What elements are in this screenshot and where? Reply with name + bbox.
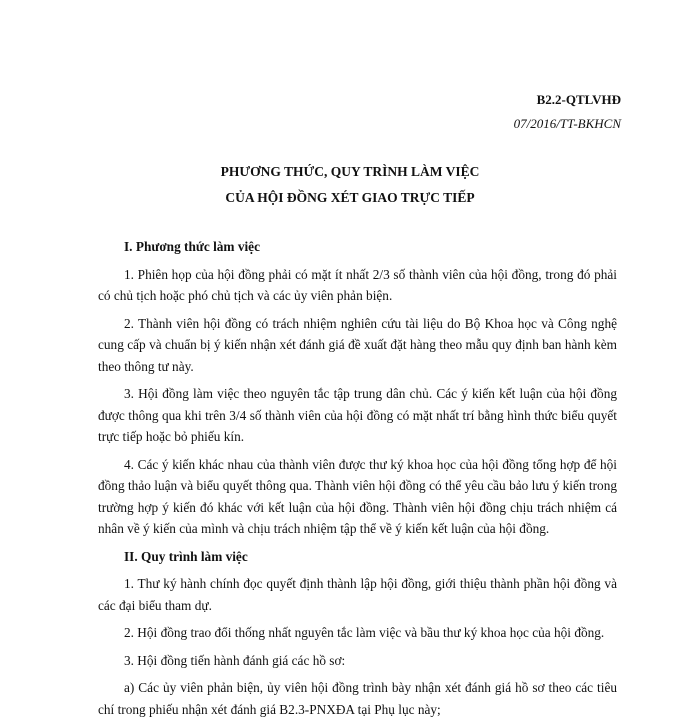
- circular-reference: 07/2016/TT-BKHCN: [513, 116, 621, 131]
- paragraph: 1. Phiên họp của hội đồng phải có mặt ít nhất 2/3 số thành viên của hội đồng, trong đó phải có chủ tịch hoặc phó chủ tịch và các ủy viên phản biện.: [98, 266, 617, 303]
- paragraph: 2. Hội đồng trao đổi thống nhất nguyên tắc làm việc và bầu thư ký khoa học của hội đồng.: [124, 625, 605, 640]
- paragraph: 4. Các ý kiến khác nhau của thành viên được thư ký khoa học của hội đồng tổng hợp để hội đồng thảo luận và biểu quyết thông qua. Thành viên hội đồng có thể yêu cầu bảo lưu ý kiến trong trường hợp ý kiến đó khác với kết luận của hội đồng. Thành viên hội đồng chịu trách nhiệm cá nhân về ý kiến của mình và chịu trách nhiệm tập thể về ý kiến kết luận của hội đồng.: [98, 456, 617, 536]
- paragraph: 3. Hội đồng tiến hành đánh giá các hồ sơ:: [124, 652, 346, 668]
- document-title-line-1: PHƯƠNG THỨC, QUY TRÌNH LÀM VIỆC: [220, 164, 480, 179]
- section-heading-1: I. Phương thức làm việc: [124, 239, 260, 254]
- section-heading-2: II. Quy trình làm việc: [124, 548, 248, 564]
- document-body: [98, 236, 617, 726]
- paragraph: 1. Thư ký hành chính đọc quyết định thành lập hội đồng, giới thiệu thành phần hội đồng và các đại biểu tham dự.: [98, 576, 617, 613]
- form-code: B2.2-QTLVHĐ: [536, 92, 621, 107]
- paragraph: 3. Hội đồng làm việc theo nguyên tắc tập trung dân chủ. Các ý kiến kết luận của hội đồng được thông qua khi trên 3/4 số thành viên của hội đồng có mặt nhất trí bằng hình thức biểu quyết trực tiếp hoặc bỏ phiếu kín.: [98, 386, 617, 444]
- paragraph: a) Các ủy viên phản biện, ủy viên hội đồng trình bày nhận xét đánh giá hồ sơ theo các tiêu chí trong phiếu nhận xét đánh giá B2.3-PNXĐA tại Phụ lục này;: [98, 680, 617, 717]
- paragraph: 2. Thành viên hội đồng có trách nhiệm nghiên cứu tài liệu do Bộ Khoa học và Công nghệ cung cấp và chuẩn bị ý kiến nhận xét đánh giá đề xuất đặt hàng theo mẫu quy định ban hành kèm theo thông tư này.: [98, 315, 617, 374]
- document-title-line-2: CỦA HỘI ĐỒNG XÉT GIAO TRỰC TIẾP: [225, 190, 475, 205]
